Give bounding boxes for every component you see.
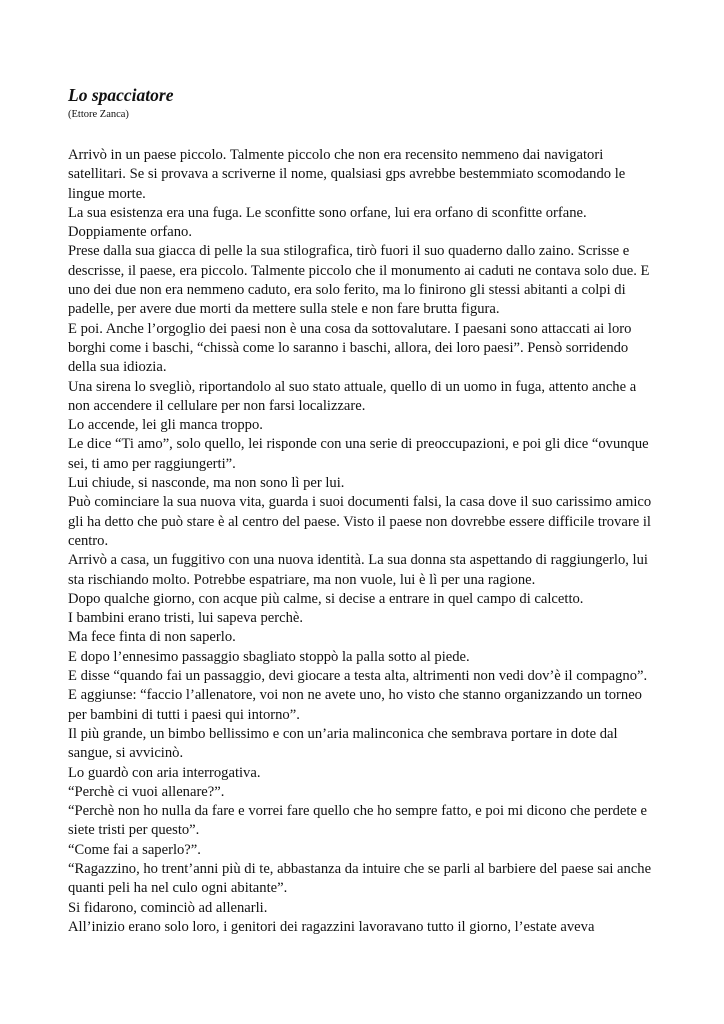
text-line: lingue morte.: [68, 185, 146, 202]
text-line: gli ha detto che può stare è al centro del paese. Visto il paese non dovrebbe essere difficile trovare il: [68, 513, 651, 530]
text-line: borghi come i baschi, “chissà come lo saranno i baschi, allora, dei loro paesi”. Pensò sorridendo: [68, 339, 629, 356]
text-line: Una sirena lo svegliò, riportandolo al suo stato attuale, quello di un uomo in fuga, attento anche a: [68, 378, 637, 395]
text-line: E poi. Anche l’orgoglio dei paesi non è una cosa da sottovalutare. I paesani sono attaccati ai loro: [68, 320, 632, 337]
text-line: per bambini di tutti i paesi qui intorno”.: [68, 706, 300, 723]
text-line: sei, ti amo per raggiungerti”.: [68, 455, 236, 472]
document-title: Lo spacciatore: [68, 85, 174, 105]
text-line: Può cominciare la sua nuova vita, guarda i suoi documenti falsi, la casa dove il suo carissimo amico: [68, 494, 652, 511]
text-line: non accendere il cellulare per non farsi localizzare.: [68, 397, 366, 414]
text-line: Dopo qualche giorno, con acque più calme, si decise a entrare in quel campo di calcetto.: [68, 590, 584, 607]
text-line: La sua esistenza era una fuga. Le sconfitte sono orfane, lui era orfano di sconfitte orfane.: [68, 204, 587, 221]
text-line: quanti peli ha nel culo ogni abitante”.: [68, 880, 288, 897]
text-line: Lui chiude, si nasconde, ma non sono lì per lui.: [68, 475, 345, 492]
text-line: Lo accende, lei gli manca troppo.: [68, 417, 263, 434]
document-body: [68, 146, 658, 937]
text-line: satellitari. Se si provava a scriverne il nome, qualsiasi gps avrebbe bestemmiato scomodando le: [68, 166, 626, 183]
text-line: Ma fece finta di non saperlo.: [68, 629, 236, 646]
text-line: siete tristi per questo”.: [68, 822, 200, 839]
text-line: Arrivò a casa, un fuggitivo con una nuova identità. La sua donna sta aspettando di raggiungerlo, lui: [68, 552, 648, 569]
document-author: (Ettore Zanca): [68, 109, 129, 120]
text-line: “Ragazzino, ho trent’anni più di te, abbastanza da intuire che se parli al barbiere del paese sai anche: [68, 860, 652, 877]
text-line: E aggiunse: “faccio l’allenatore, voi non ne avete uno, ho visto che stanno organizzando un torneo: [68, 687, 642, 704]
text-line: I bambini erano tristi, lui sapeva perchè.: [68, 610, 304, 627]
text-line: Arrivò in un paese piccolo. Talmente piccolo che non era recensito nemmeno dai navigatori: [68, 147, 604, 163]
text-line: padelle, per avere due morti da mettere sulla stele e non fare brutta figura.: [68, 301, 500, 318]
text-line: Le dice “Ti amo”, solo quello, lei risponde con una serie di preoccupazioni, e poi gli dice “ovunque: [68, 436, 649, 453]
text-line: Si fidarono, cominciò ad allenarli.: [68, 899, 268, 916]
text-line: “Perchè non ho nulla da fare e vorrei fare quello che ho sempre fatto, e poi mi dicono che perdete e: [68, 803, 648, 820]
text-line: “Come fai a saperlo?”.: [68, 841, 201, 858]
text-line: centro.: [68, 532, 109, 549]
text-line: Lo guardò con aria interrogativa.: [68, 764, 261, 781]
text-line: sangue, si avvicinò.: [68, 745, 184, 762]
text-line: sta rischiando molto. Potrebbe espatriare, ma non vuole, lui è lì per una ragione.: [68, 571, 536, 588]
text-line: uno dei due non era nemmeno caduto, era solo ferito, ma lo finirono gli stessi abitanti a colpi di: [68, 282, 626, 299]
text-line: E disse “quando fai un passaggio, devi giocare a testa alta, altrimenti non vedi dov’è il compagno”.: [68, 668, 648, 685]
text-line: All’inizio erano solo loro, i genitori dei ragazzini lavoravano tutto il giorno, l’estate aveva: [68, 918, 595, 935]
text-line: Prese dalla sua giacca di pelle la sua stilografica, tirò fuori il suo quaderno dallo zaino. Scrisse e: [68, 243, 630, 260]
text-line: “Perchè ci vuoi allenare?”.: [68, 783, 225, 800]
text-line: della sua idiozia.: [68, 359, 167, 376]
text-line: descrisse, il paese, era piccolo. Talmente piccolo che il monumento ai caduti ne contava solo due. E: [68, 262, 650, 279]
text-line: E dopo l’ennesimo passaggio sbagliato stoppò la palla sotto al piede.: [68, 648, 470, 665]
document-page: [68, 84, 658, 937]
text-line: Doppiamente orfano.: [68, 224, 193, 241]
text-line: Il più grande, un bimbo bellissimo e con un’aria malinconica che sembrava portare in dote dal: [68, 725, 618, 742]
